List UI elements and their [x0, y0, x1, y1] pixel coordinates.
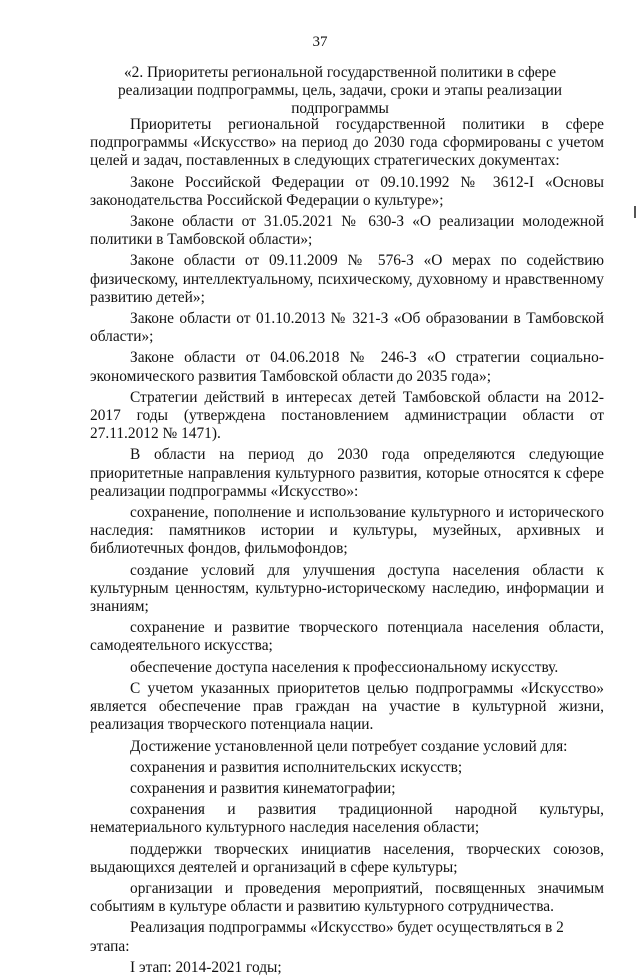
paragraph: сохранение и развитие творческого потенциала населения области, самодеятельного искусства;: [90, 619, 604, 655]
paragraph: С учетом указанных приоритетов целью подпрограммы «Искусство» является обеспечение прав граждан на участие в культурной жизни, реализация творческого потенциала нации.: [90, 679, 604, 734]
paragraph: Стратегии действий в интересах детей Тамбовской области на 2012-2017 годы (утверждена постановлением администрации области от 27.11.2012 № 1471).: [90, 388, 604, 443]
paragraph: сохранения и развития традиционной народной культуры, нематериального культурного наследия населения области;: [90, 801, 604, 837]
paragraph: Реализация подпрограммы «Искусство» будет осуществляться в 2 этапа:: [90, 919, 564, 955]
paragraph: Законе области от 09.11.2009 № 576-З «О мерах по содействию физическому, интеллектуальному, психическому, духовному и нравственному развитию детей»;: [90, 252, 604, 306]
heading-line: подпрограммы: [291, 100, 389, 117]
paragraph: Законе области от 04.06.2018 № 246-З «О стратегии социально-экономического развития Тамбовской области до 2035 года»;: [90, 349, 604, 385]
section-heading: [60, 64, 620, 118]
paragraph: Законе области от 01.10.2013 № 321-З «Об образовании в Тамбовской области»;: [90, 310, 604, 346]
paragraph: Законе области от 31.05.2021 № 630-З «О реализации молодежной политики в Тамбовской области»;: [90, 213, 604, 249]
paragraph: Приоритеты региональной государственной политики в сфере подпрограммы «Искусство» на период до 2030 года сформированы с учетом целей и задач, поставленных в следующих стратегических документах:: [90, 116, 604, 170]
paragraph: поддержки творческих инициатив населения, творческих союзов, выдающихся деятелей и организаций в сфере культуры;: [90, 840, 604, 876]
paragraph: сохранения и развития кинематографии;: [130, 779, 396, 797]
scan-mark: [634, 206, 636, 218]
paragraph: создание условий для улучшения доступа населения области к культурным ценностям, культурно-историческому наследию, информации и знаниям;: [90, 561, 604, 616]
paragraph: В области на период до 2030 года определяются следующие приоритетные направления культурного развития, которые относятся к сфере реализации подпрограммы «Искусство»:: [90, 446, 604, 500]
heading-line: «2. Приоритеты региональной государственной политики в сфере: [123, 64, 557, 81]
page-number: 37: [312, 34, 328, 50]
paragraph: сохранение, пополнение и использование культурного и исторического наследия: памятников истории и культуры, музейных, архивных и библиотечных фондов, фильмофондов;: [90, 504, 604, 558]
paragraph: организации и проведения мероприятий, посвященных значимым событиям в культуре области и развитию культурного сотрудничества.: [90, 879, 604, 916]
document-body: [90, 116, 604, 980]
paragraph: Законе Российской Федерации от 09.10.1992 № 3612-I «Основы законодательства Российской Федерации о культуре»;: [90, 173, 604, 209]
heading-line: реализации подпрограммы, цель, задачи, сроки и этапы реализации: [117, 82, 563, 99]
paragraph: Достижение установленной цели потребует создание условий для:: [130, 737, 568, 755]
paragraph: I этап: 2014-2021 годы;: [130, 958, 282, 976]
paragraph: сохранения и развития исполнительских искусств;: [130, 758, 463, 776]
paragraph: обеспечение доступа населения к профессиональному искусству.: [130, 658, 559, 676]
